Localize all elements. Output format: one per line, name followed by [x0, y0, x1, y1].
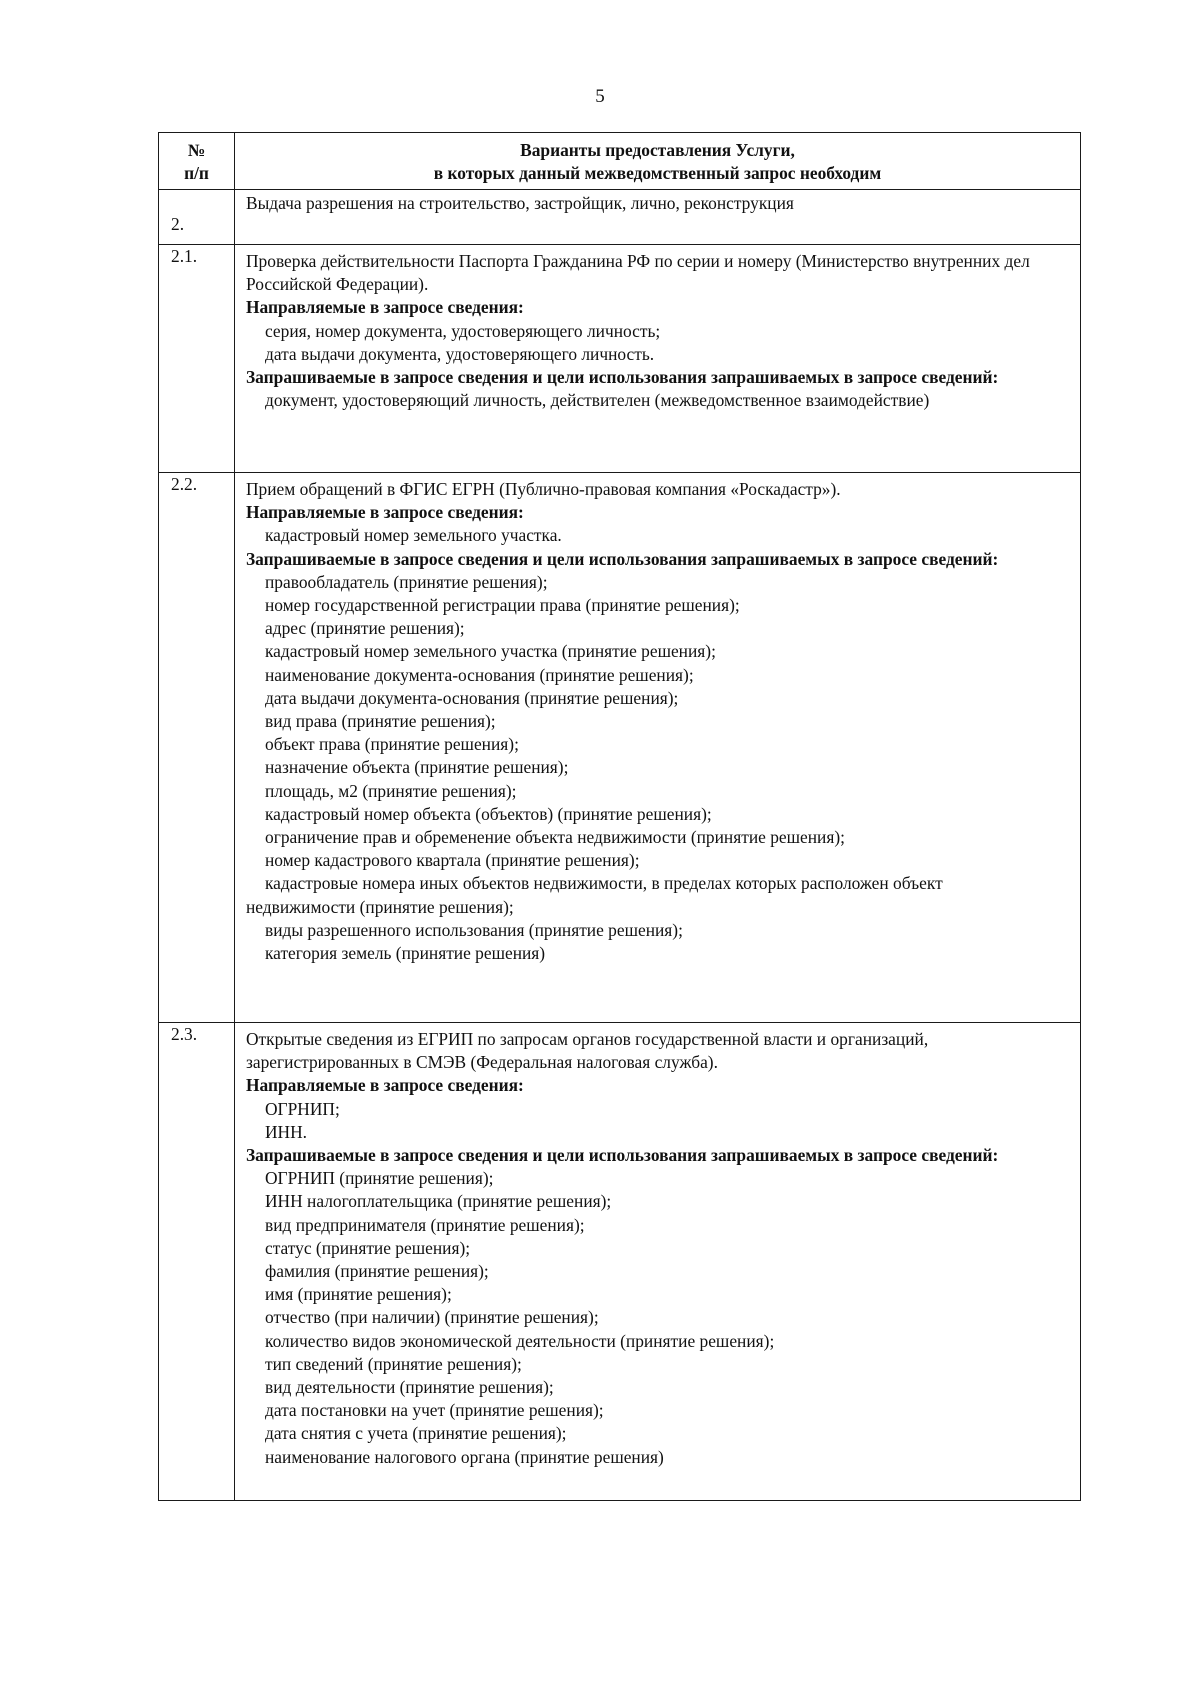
list-item: ИНН.	[265, 1121, 308, 1142]
list-item: виды разрешенного использования (принятие решения);	[265, 919, 683, 940]
list-item: вид деятельности (принятие решения);	[265, 1377, 554, 1398]
list-item: ограничение прав и обременение объекта недвижимости (принятие решения);	[265, 827, 845, 848]
list-item: правообладатель (принятие решения);	[265, 571, 548, 592]
header-title-cell	[235, 133, 1081, 190]
table-header-row	[159, 133, 1081, 190]
sent-info-heading: Направляемые в запросе сведения:	[246, 502, 524, 523]
list-item: назначение объекта (принятие решения);	[265, 757, 569, 778]
row-number: 2.2.	[159, 473, 235, 1023]
list-item: количество видов экономической деятельности (принятие решения);	[265, 1330, 775, 1351]
list-item: ИНН налогоплательщика (принятие решения);	[265, 1191, 612, 1212]
list-item: наименование налогового органа (принятие решения)	[265, 1446, 664, 1467]
table-row	[159, 190, 1081, 245]
header-number-symbol: №	[187, 140, 206, 160]
sent-info-heading: Направляемые в запросе сведения:	[246, 1075, 524, 1096]
row-number: 2.	[159, 190, 235, 245]
requested-info-heading: Запрашиваемые в запросе сведения и цели использования запрашиваемых в запросе сведений:	[246, 548, 999, 569]
variant-description: Выдача разрешения на строительство, застройщик, лично, реконструкция	[246, 193, 794, 213]
request-intro: Прием обращений в ФГИС ЕГРН (Публично-правовая компания «Роскадастр»).	[246, 479, 841, 499]
request-intro: Открытые сведения из ЕГРИП по запросам органов государственной власти и организаций, зарегистрированных в СМЭВ (Федеральная налоговая служба).	[246, 1029, 929, 1073]
requested-info-heading: Запрашиваемые в запросе сведения и цели использования запрашиваемых в запросе сведений:	[246, 1145, 999, 1166]
list-item: ОГРНИП;	[265, 1098, 340, 1119]
row-number: 2.3.	[159, 1023, 235, 1501]
header-title-line-1: Варианты предоставления Услуги,	[520, 140, 795, 160]
list-item: номер кадастрового квартала (принятие решения);	[265, 850, 640, 871]
row-request-details	[235, 1023, 1081, 1501]
list-item: серия, номер документа, удостоверяющего личность;	[265, 320, 661, 341]
list-item: ОГРНИП (принятие решения);	[265, 1168, 494, 1189]
table-row	[159, 245, 1081, 473]
list-item: дата постановки на учет (принятие решения);	[265, 1400, 604, 1421]
request-intro: Проверка действительности Паспорта Гражданина РФ по серии и номеру (Министерство внутренних дел Российской Федерации).	[246, 251, 1030, 295]
list-item: дата выдачи документа-основания (принятие решения);	[265, 687, 679, 708]
list-item: категория земель (принятие решения)	[265, 943, 546, 964]
list-item: статус (принятие решения);	[265, 1237, 471, 1258]
list-item: адрес (принятие решения);	[265, 618, 465, 639]
header-number-cell	[159, 133, 235, 190]
table-row	[159, 1023, 1081, 1501]
table-row	[159, 473, 1081, 1023]
header-title-line-2: в которых данный межведомственный запрос необходим	[433, 163, 882, 183]
row-number: 2.1.	[159, 245, 235, 473]
requests-table	[158, 132, 1081, 1501]
list-item: кадастровый номер земельного участка.	[265, 525, 562, 546]
list-item: наименование документа-основания (принятие решения);	[265, 664, 694, 685]
list-item: вид предпринимателя (принятие решения);	[265, 1214, 585, 1235]
requested-info-heading: Запрашиваемые в запросе сведения и цели использования запрашиваемых в запросе сведений:	[246, 367, 999, 388]
header-number-label: п/п	[184, 163, 209, 183]
row-request-details	[235, 473, 1081, 1023]
list-item: отчество (при наличии) (принятие решения);	[265, 1307, 599, 1328]
page-number: 5	[595, 86, 605, 107]
list-item: вид права (принятие решения);	[265, 711, 496, 732]
row-request-details	[235, 245, 1081, 473]
list-item: дата выдачи документа, удостоверяющего личность.	[265, 343, 655, 364]
list-item-wrapped-continuation: недвижимости (принятие решения);	[246, 896, 514, 917]
list-item: кадастровый номер земельного участка (принятие решения);	[265, 641, 716, 662]
list-item: кадастровый номер объекта (объектов) (принятие решения);	[265, 803, 712, 824]
sent-info-heading: Направляемые в запросе сведения:	[246, 297, 524, 318]
list-item: номер государственной регистрации права (принятие решения);	[265, 595, 740, 616]
list-item: объект права (принятие решения);	[265, 734, 519, 755]
list-item: площадь, м2 (принятие решения);	[265, 780, 517, 801]
list-item: имя (принятие решения);	[265, 1284, 452, 1305]
list-item: фамилия (принятие решения);	[265, 1261, 489, 1282]
row-variant-text	[235, 190, 1081, 245]
list-item: документ, удостоверяющий личность, действителен (межведомственное взаимодействие)	[265, 390, 930, 411]
list-item: тип сведений (принятие решения);	[265, 1353, 522, 1374]
list-item-wrapped-first-line: кадастровые номера иных объектов недвижимости, в пределах которых расположен объект	[265, 873, 943, 894]
list-item: дата снятия с учета (принятие решения);	[265, 1423, 567, 1444]
